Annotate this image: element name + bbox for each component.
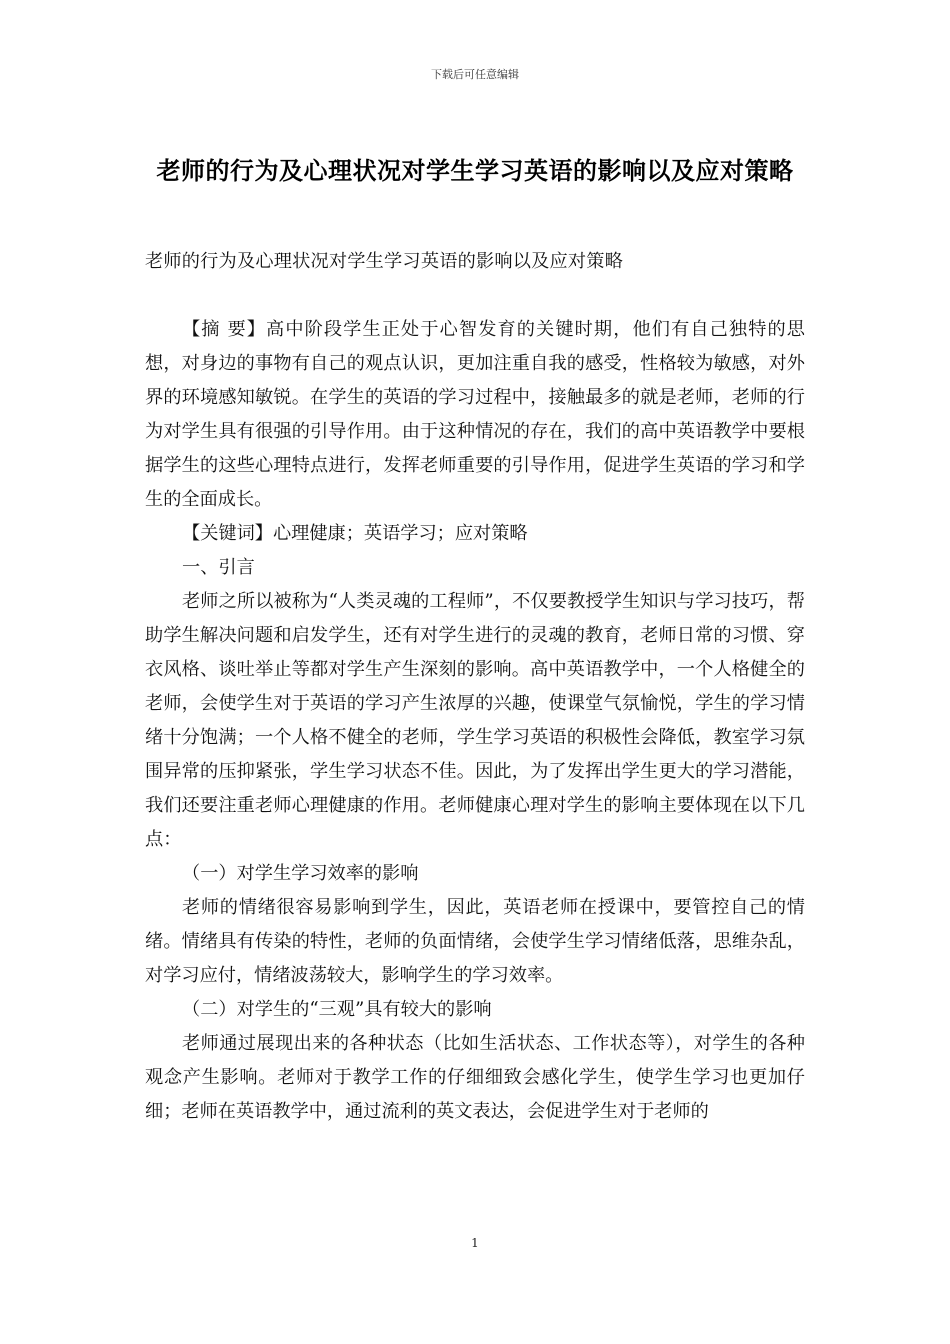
keywords-paragraph: 【关键词】心理健康；英语学习；应对策略 [182, 523, 528, 544]
body-paragraph: 老师之所以被称为“人类灵魂的工程师”，不仅要教授学生知识与学习技巧，帮助学生解决问题和启发学生，还有对学生进行的灵魂的教育，老师日常的习惯、穿衣风格、谈吐举止等都对学生产生深刻的影响。高中英语教学中，一个人格健全的老师，会使学生对于英语的学习产生浓厚的兴趣，使课堂气氛愉悦，学生的学习情绪十分饱满；一个人格不健全的老师，学生学习英语的积极性会降低，教室学习氛围异常的压抑紧张，学生学习状态不佳。因此，为了发挥出学生更大的学习潜能，我们还要注重老师心理健康的作用。老师健康心理对学生的影响主要体现在以下几点： [145, 591, 805, 850]
header-note: 下载后可任意编辑 [431, 68, 519, 81]
document-title: 老师的行为及心理状况对学生学习英语的影响以及应对策略 [156, 157, 794, 185]
page-number: 1 [471, 1236, 479, 1250]
abstract-paragraph: 【摘 要】高中阶段学生正处于心智发育的关键时期，他们有自己独特的思想，对身边的事物有自己的观点认识，更加注重自我的感受，性格较为敏感，对外界的环境感知敏锐。在学生的英语的学习过程中，接触最多的就是老师，老师的行为对学生具有很强的引导作用。由于这种情况的存在，我们的高中英语教学中要根据学生的这些心理特点进行，发挥老师重要的引导作用，促进学生英语的学习和学生的全面成长。 [145, 319, 805, 510]
section-heading-introduction: 一、引言 [182, 557, 255, 578]
body-paragraph: 老师的情绪很容易影响到学生，因此，英语老师在授课中，要管控自己的情绪。情绪具有传染的特性，老师的负面情绪，会使学生学习情绪低落，思维杂乱，对学习应付，情绪波荡较大，影响学生的学习效率。 [145, 897, 805, 986]
body-paragraph: 老师通过展现出来的各种状态（比如生活状态、工作状态等），对学生的各种观念产生影响。老师对于教学工作的仔细细致会感化学生，使学生学习也更加仔细；老师在英语教学中，通过流利的英文表达，会促进学生对于老师的 [145, 1033, 805, 1122]
subtitle: 老师的行为及心理状况对学生学习英语的影响以及应对策略 [145, 251, 624, 272]
document-body [145, 245, 805, 1129]
subsection-heading: （一）对学生学习效率的影响 [182, 863, 419, 884]
subsection-heading: （二）对学生的“三观”具有较大的影响 [182, 999, 492, 1020]
